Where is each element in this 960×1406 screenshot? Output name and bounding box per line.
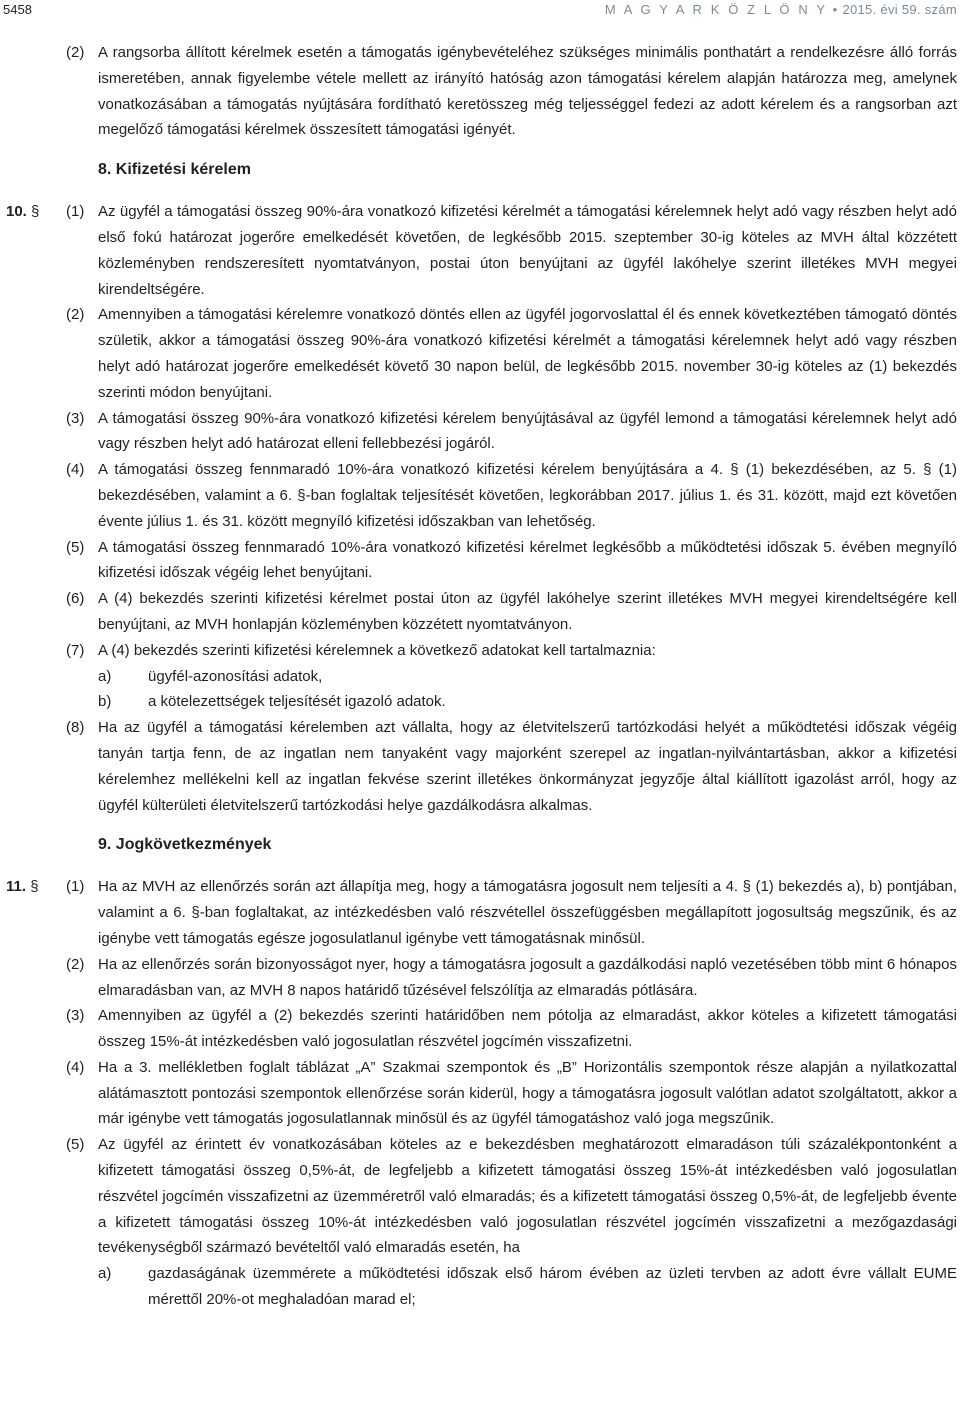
list-label: b) [98, 693, 112, 711]
paragraph-text: Ha az ügyfél a támogatási kérelemben azt vállalta, hogy az életvitelszerű tartózkodási helyét a működtetési időszak végéig tanyán tartja fenn, de az ingatlan nem tanyaként vagy majorként szerepel az ingatlan-nyilvántartásban, akkor a kifizetési kérelemhez mellékelni kell az ingatlan fekvése szerint illetékes önkormányzat jegyzője által kiállított igazolást arról, hogy az ügyfél külterületi életvitelszerű tartózkodási helye gazdálkodásra alkalmas. [98, 719, 957, 814]
paragraph-number: (4) [66, 461, 85, 479]
paragraph-10 [0, 199, 960, 818]
paragraph-text: A rangsorba állított kérelmek esetén a támogatás igénybevételéhez szükséges minimális ponthatárt a rendelkezésre álló forrás ismeretében, annak figyelembe vétele mellett az irányító hatóság azon támogatási kérelem alapján határozza meg, amelynek vonatkozásában a támogatás nyújtására fordítható keretösszeg még teljességgel fedezi az adott kérelem és a rangsorban azt megelőző támogatási kérelmek összesített támogatási igényét. [98, 44, 957, 139]
header-bullet: • [832, 2, 838, 17]
list-label: a) [98, 1265, 112, 1283]
subparagraph [0, 199, 960, 302]
page-header [0, 0, 960, 20]
subparagraph [0, 302, 960, 405]
issue-label: 2015. évi 59. szám [842, 2, 957, 17]
paragraph-text: Ha az ellenőrzés során bizonyosságot nyer, hogy a támogatásra jogosult a gazdálkodási napló vezetésében több mint 6 hónapos elmaradásban van, az MVH 8 napos határidő tűzésével felszólítja az elmaradás pótlására. [98, 955, 957, 999]
list-text: gazdaságának üzemmérete a működtetési időszak első három évében az üzleti tervben az adott évre vállalt EUME mérettől 20%-ot meghaladóan marad el; [148, 1265, 957, 1309]
list-text: a kötelezettségek teljesítését igazoló adatok. [148, 693, 446, 711]
document-body [0, 40, 960, 1313]
paragraph-text: Amennyiben a támogatási kérelemre vonatkozó döntés ellen az ügyfél jogorvoslattal él és ennek következtében támogató döntés születik, akkor a támogatási összeg 90%-ára vonatkozó kifizetési kérelmét a támogatási kérelemnek helyt adó vagy részben helyt adó határozat jogerőre emelkedését követő 30 napon belül, de legkésőbb 2015. november 30-ig köteles az (1) bekezdés szerinti módon benyújtani. [98, 306, 957, 401]
paragraph-11 [0, 874, 960, 1313]
subparagraph [0, 638, 960, 664]
subparagraph [0, 535, 960, 587]
section-number-value: 11. [6, 878, 27, 896]
list-item [0, 664, 960, 690]
subparagraph [0, 457, 960, 534]
paragraph-text: Ha a 3. mellékletben foglalt táblázat „A” Szakmai szempontok és „B” Horizontális szempontok része alapján a nyilatkozattal alátámasztott pontozási szempontok ellenőrzése során kiderül, hogy a támogatásra jogosult valótlan adatot szolgáltatott, akkor a már igénybe vett támogatás jogosulatlannak minősül és az ügyfél támogatáshoz való joga megszűnik. [98, 1058, 957, 1128]
paragraph-text: Az ügyfél az érintett év vonatkozásában köteles az e bekezdésben meghatározott elmaradáson túli százalékpontonként a kifizetett támogatási összeg 0,5%-át, de legfeljebb a kifizetett támogatási összeg 15%-át intézkedésben való jogosulatlan részvétel jogcímén visszafizetni az üzemméretről való elmaradás; és a kifizetett támogatási összeg 0,5%-át, de legfeljebb évente a kifizetett támogatási összeg 10%-át intézkedésben való jogosulatlan részvétel jogcímén visszafizetni a mezőgazdasági tevékenységből származó bevételtől való elmaradás esetén, ha [98, 1136, 957, 1257]
paragraph-text: A (4) bekezdés szerinti kifizetési kérelmet postai úton az ügyfél lakóhelye szerint illetékes MVH megyei kirendeltségére kell benyújtani, az MVH honlapján közleményben közzétett nyomtatványon. [98, 590, 957, 633]
magazine-title: M A G Y A R K Ö Z L Ö N Y [604, 2, 828, 17]
subparagraph [0, 1003, 960, 1055]
subparagraph [0, 715, 960, 818]
paragraph-number: (2) [66, 44, 85, 61]
paragraph-text: A támogatási összeg 90%-ára vonatkozó kifizetési kérelem benyújtásával az ügyfél lemond a támogatási kérelemnek helyt adó vagy részben helyt adó határozat elleni fellebbezési jogáról. [98, 409, 957, 453]
paragraph-number: (8) [66, 719, 85, 737]
section-sign: § [30, 878, 39, 896]
subparagraph [0, 406, 960, 458]
paragraph-text: A támogatási összeg fennmaradó 10%-ára vonatkozó kifizetési kérelem benyújtására a 4. § (1) bekezdésében, az 5. § (1) bekezdésében, valamint a 6. §-ban foglaltak teljesítését követően, legkorábban 2017. július 1. és 31. között, majd ezt követően évente július 1. és 31. között megnyíló kifizetési időszakban van lehetőség. [98, 461, 957, 530]
paragraph-text: Az ügyfél a támogatási összeg 90%-ára vonatkozó kifizetési kérelmét a támogatási kérelemnek helyt adó vagy részben helyt adó első fokú határozat jogerőre emelkedését követően, de legkésőbb 2015. szeptember 30-ig köteles az MVH által közzétett közleményben rendszeresített nyomtatványon, postai úton benyújtani az ügyfél lakóhelye szerint illetékes MVH megyei kirendeltségére. [98, 203, 957, 298]
paragraph-number: (1) [66, 203, 85, 221]
paragraph-text: Ha az MVH az ellenőrzés során azt állapítja meg, hogy a támogatásra jogosult nem teljesíti a 4. § (1) bekezdés a), b) pontjában, valamint a 6. §-ban foglaltakat, az intézkedésben való részvétellel összefüggésben megállapított jogosultság megszűnik, és az igénybe vett támogatás egésze jogosulatlanul igénybe vett támogatásnak minősül. [98, 878, 957, 947]
running-header [605, 0, 957, 20]
paragraph-number: (3) [66, 1007, 85, 1025]
section-heading-8: 8. Kifizetési kérelem [98, 161, 251, 179]
section-sign: § [31, 203, 40, 221]
subparagraph [0, 586, 960, 638]
subparagraph [0, 1055, 960, 1132]
list-item [0, 689, 960, 715]
list-label: a) [98, 667, 112, 685]
paragraph-text: Amennyiben az ügyfél a (2) bekezdés szerinti határidőben nem pótolja az elmaradást, akkor köteles a kifizetett támogatási összeg 15%-át intézkedésben való jogosulatlan részvétel jogcímén visszafizetni. [98, 1007, 957, 1051]
list-text: ügyfél-azonosítási adatok, [148, 667, 323, 685]
paragraph-number: (4) [66, 1058, 85, 1076]
page-number: 5458 [3, 2, 32, 17]
section-number-value: 10. [6, 203, 27, 221]
subparagraph [0, 1132, 960, 1261]
paragraph-number: (5) [66, 1136, 85, 1154]
paragraph-number: (7) [66, 641, 85, 659]
subparagraph [0, 874, 960, 951]
intro-paragraph [0, 40, 960, 143]
list-item [0, 1261, 960, 1313]
paragraph-text: A (4) bekezdés szerinti kifizetési kérelemnek a következő adatokat kell tartalmaznia: [98, 641, 656, 659]
paragraph-number: (3) [66, 409, 85, 427]
paragraph-text: A támogatási összeg fennmaradó 10%-ára vonatkozó kifizetési kérelmet legkésőbb a működtetési időszak 5. évében megnyíló kifizetési időszak végéig lehet benyújtani. [98, 538, 957, 582]
paragraph-number: (6) [66, 590, 85, 608]
subparagraph [0, 952, 960, 1004]
paragraph-number: (5) [66, 538, 85, 556]
paragraph-number: (2) [66, 955, 85, 973]
paragraph-number: (1) [66, 878, 85, 896]
paragraph-number: (2) [66, 306, 85, 324]
section-heading-9: 9. Jogkövetkezmények [98, 836, 272, 854]
